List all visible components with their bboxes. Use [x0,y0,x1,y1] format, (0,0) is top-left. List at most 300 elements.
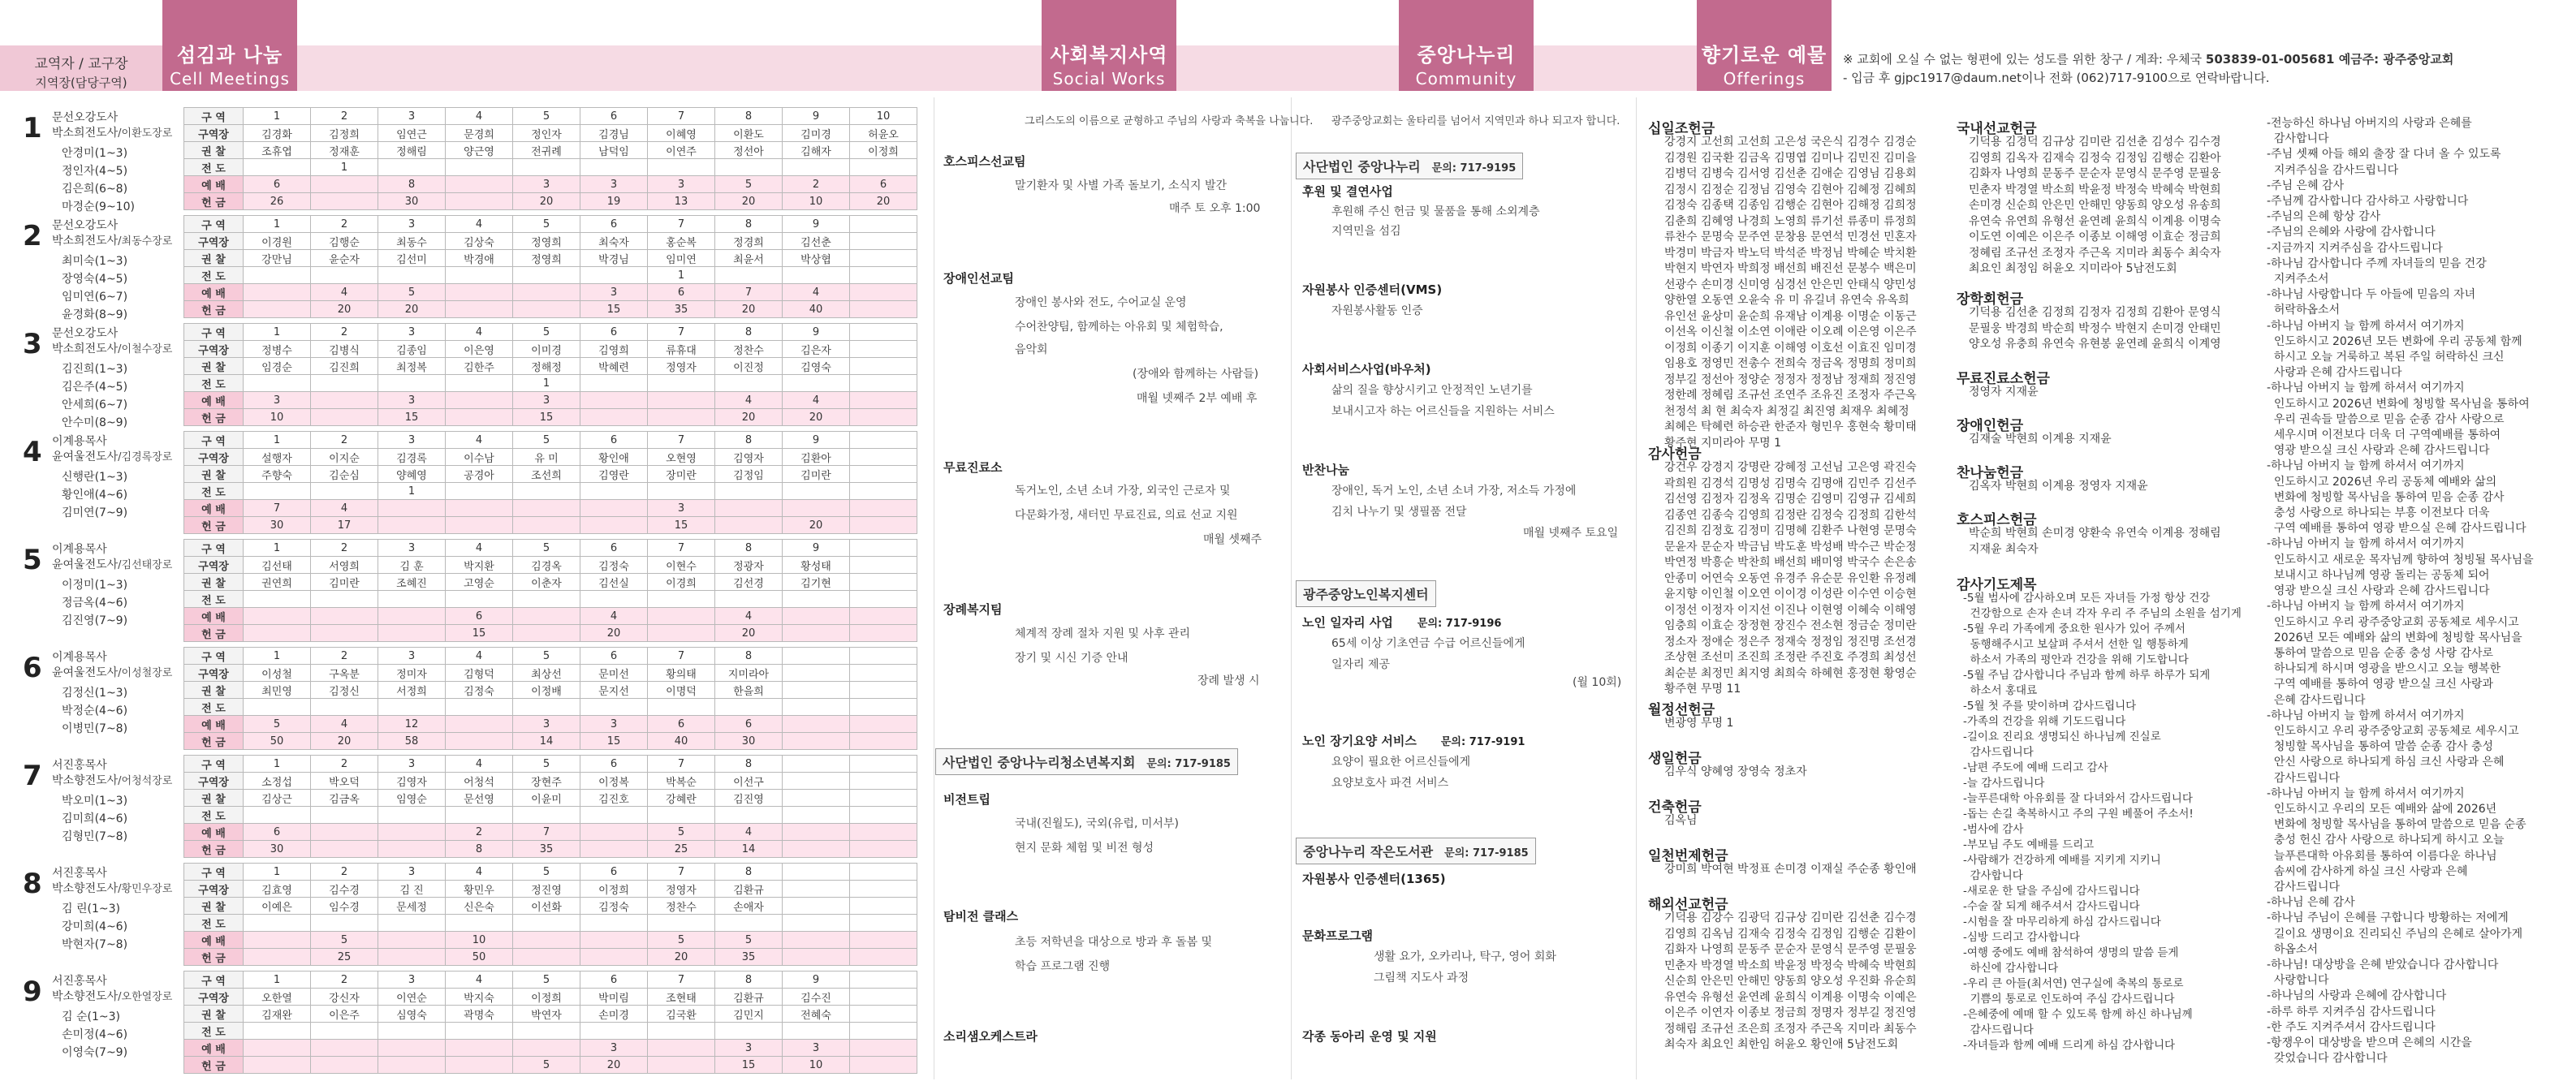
table-row [184,500,917,517]
district-leader: 김미희(4~6) [62,812,128,825]
table-cell: 5 [513,864,580,881]
table-cell: 김한주 [446,358,513,375]
table-cell: 8 [715,108,783,125]
table-cell [311,392,378,409]
group-pastors: 서진홍목사 박소향전도사 [52,867,119,895]
district-leader: 윤경화(8~9) [62,308,128,321]
table-cell: 2 [311,540,378,557]
table-cell [244,699,311,716]
table-cell: 5 [513,756,580,773]
row-label: 구역장 [184,341,244,358]
disabled-team-time: 매월 넷째주 2부 예배 후 [1137,392,1258,405]
table-cell [446,699,513,716]
row-label: 헌 금 [184,841,244,858]
table-row [184,341,917,358]
table-cell: 15 [580,301,648,318]
table-cell: 이수남 [446,449,513,466]
district-leaders-list [62,576,127,630]
table-cell [715,591,783,608]
table-cell: 이현수 [648,557,715,574]
table-cell: 김상숙 [446,233,513,250]
table-row [184,1023,917,1040]
table-cell: 3 [580,176,648,193]
table-cell: 7 [648,864,715,881]
district-leader: 박현자(7~8) [62,938,128,951]
notice-line2: - 입금 후 gjpc1917@daum.net이나 전화 (062)717-9100으로 연락바랍니다. [1843,71,2270,85]
prayer-item: 감사드립니다 [1963,746,2034,759]
table-cell: 4 [783,392,850,409]
row-label: 구 역 [184,864,244,881]
district-leader: 박정순(4~6) [62,704,128,717]
row-label: 전 도 [184,159,244,176]
free-clinic-title: 무료진료소 [943,460,1003,475]
table-cell [783,864,850,881]
district-leaders-list [62,468,127,522]
prayer-note: 갖었습니다 감사합니다 [2267,1052,2388,1066]
table-cell [648,409,715,426]
group-elder: /최동수장로 [118,235,173,248]
table-cell [580,483,648,500]
table-cell [378,824,446,841]
table-cell [850,409,917,426]
table-cell: 박경님 [580,250,648,267]
table-cell: 6 [580,648,648,665]
table-cell: 8 [715,972,783,989]
district-leader: 김정신(1~3) [62,687,128,700]
table-cell [850,267,917,284]
table-cell: 3 [378,324,446,341]
table-cell [850,358,917,375]
table-cell [446,915,513,932]
table-cell: 김병식 [311,341,378,358]
row-label: 예 배 [184,176,244,193]
table-cell: 곽명숙 [446,1006,513,1023]
table-cell [378,500,446,517]
table-cell [513,1023,580,1040]
vms-line1: 자원봉사활동 인증 [1331,304,1423,317]
table-cell [513,267,580,284]
table-cell [783,648,850,665]
table-cell: 8 [715,540,783,557]
cell-group [6,321,969,438]
table-cell [513,301,580,318]
table-row [184,432,917,449]
table-cell: 6 [850,176,917,193]
side-dish-time: 매월 넷째주 토요일 [1523,527,1619,540]
table-cell [850,375,917,392]
table-cell: 이명덕 [648,682,715,699]
table-cell: 이선화 [513,898,580,915]
group-pastors: 이계용목사 윤여울전도사 [52,651,119,679]
table-cell: 26 [244,193,311,210]
thanks-offering-names: 강건우 강경지 강명란 강혜정 고선님 고은영 곽진숙 곽희원 김경석 김명성 김명숙 김명애 김민주 김선주 김선영 김정자 김정옥 김명순 김영미 김영규 김세희 김종연 김종숙 김영희 김정란 김정숙 김정희 김한석 김진희 김정호 김정미 김명혜 김환주 나현영 문명숙 문윤자 문순자 박금님 박도훈 박성배 박수근 박순정 박연정 박흥순 박찬희 배선희 배미영 박국수 손은송 안종미 어연숙 오동연 유경주 유순문 유인환 유정례 윤지향 이인철 이오연 이이경 이성란 이수연 이승현 이정선 이정자 이지선 이진나 이현영 이혜숙 이해영 임충희 이효순 장정현 장진수 전소현 정금순 정미란 정소자 정애순 정은주 정재숙 정정임 정진명 조선경 조상현 조선미 조진희 조정란 주진호 주경희 최성선 최순분 최정민 최지영 최희숙 하혜현 홍정현 황영순 황주현 무명 11 [1664,461,1917,696]
longterm-care-title [1302,732,1525,749]
table-cell: 4 [446,324,513,341]
row-label: 헌 금 [184,301,244,318]
table-cell: 15 [580,733,648,750]
table-cell [850,233,917,250]
table-cell [513,500,580,517]
offerings-title-en: Offerings [1723,69,1806,88]
hospice-team-desc: 말기환자 및 사별 가족 돌보기, 소식지 발간 [1015,179,1228,192]
table-cell [580,500,648,517]
table-cell [513,159,580,176]
table-cell: 5 [715,932,783,949]
table-cell: 강신자 [311,989,378,1006]
table-cell: 이정희 [513,989,580,1006]
prayer-notes-list [2267,116,2571,1066]
table-row [184,483,917,500]
culture-program-line1: 생활 요가, 오카리나, 탁구, 영어 회화 [1374,950,1556,963]
table-cell: 10 [850,108,917,125]
disabled-offering-names: 김재술 박현희 이계용 지재윤 [1969,433,2112,446]
cell-report-table [183,323,917,426]
row-label: 구역장 [184,557,244,574]
table-cell [783,881,850,898]
table-cell: 4 [311,716,378,733]
page-header [0,0,2576,108]
prayer-item: -늘 감사드립니다 [1963,777,2045,790]
district-leader: 김 린(1~3) [62,903,120,916]
table-cell: 1 [311,159,378,176]
table-cell: 박오덕 [311,773,378,790]
table-cell: 정인자 [513,125,580,142]
table-cell [850,540,917,557]
prayer-note: -하나님의 사랑과 은혜에 감사합니다 [2267,989,2447,1003]
table-cell: 3 [378,108,446,125]
prayer-note: 지켜주소서 [2267,273,2329,287]
table-cell: 양혜영 [378,466,446,483]
table-cell [783,790,850,807]
table-cell [513,625,580,642]
table-cell: 1 [244,540,311,557]
table-cell [244,1040,311,1057]
hospice-team-time: 매주 토 오후 1:00 [1169,202,1261,215]
row-label: 전 도 [184,483,244,500]
table-cell [446,375,513,392]
table-cell: 김진호 [580,790,648,807]
table-cell: 류휴대 [648,341,715,358]
table-cell [513,932,580,949]
disabled-team-line1: 장애인 봉사와 전도, 수어교실 운영 [1015,296,1187,309]
table-cell: 이정희 [580,881,648,898]
table-cell [446,716,513,733]
table-cell: 7 [648,108,715,125]
table-cell: 15 [446,625,513,642]
table-cell: 2 [311,756,378,773]
row-label: 예 배 [184,932,244,949]
table-cell: 7 [648,216,715,233]
table-cell [446,284,513,301]
table-cell: 김금옥 [311,790,378,807]
table-cell [850,324,917,341]
table-cell [850,159,917,176]
prayer-note: 사랑합니다 [2267,974,2329,988]
table-cell [513,591,580,608]
table-cell: 20 [715,409,783,426]
table-cell: 정재훈 [311,142,378,159]
district-leader: 김 순(1~3) [62,1010,120,1023]
prayer-note: 인도하시고 우리 광주중앙교회 공동체로 세우시고 [2267,615,2519,629]
notice-account: 503839-01-005681 예금주: 광주중앙교회 [2205,52,2454,67]
prayer-item: -자녀들과 함께 예배 드리게 하심 감사합니다 [1963,1039,2176,1052]
offerings-title-ko: 향기로운 예물 [1701,44,1827,67]
table-cell [850,284,917,301]
club-support-title: 각종 동아리 운영 및 지원 [1302,1029,1437,1044]
table-cell: 5 [513,108,580,125]
table-cell: 신은숙 [446,898,513,915]
table-cell [378,625,446,642]
table-cell: 이선구 [715,773,783,790]
prayer-note: 솜씨에 감사하게 하실 크신 사랑과 은혜 [2267,864,2468,878]
table-row [184,392,917,409]
group-leaders [52,218,172,249]
table-cell: 50 [244,733,311,750]
building-offering-title: 건축헌금 [1648,799,1702,816]
prayer-note: 통하여 말씀으로 믿음 순종 충성 사랑 감사로 [2267,646,2494,660]
table-cell: 7 [244,500,311,517]
table-cell [648,392,715,409]
table-cell: 황인애 [580,449,648,466]
prayer-note: 허락하옵소서 [2267,304,2341,317]
prayer-note: 영광 받으실 크신 사랑과 은혜 감사드립니다 [2267,444,2490,458]
prayer-note: 은혜 감사드립니다 [2267,693,2366,707]
table-cell [580,375,648,392]
culture-program-line2: 그림책 지도사 과정 [1374,972,1469,984]
table-cell: 20 [783,409,850,426]
table-cell [244,591,311,608]
row-label: 권 찰 [184,898,244,915]
nanuri-title: 사단법인 중앙나누리 [1303,159,1421,174]
table-cell: 20 [311,733,378,750]
side-dish-line2: 김치 나누기 및 생필품 전달 [1331,506,1467,519]
district-leaders-list [62,1008,127,1062]
table-cell: 이지순 [311,449,378,466]
table-cell: 6 [446,608,513,625]
table-cell: 3 [513,176,580,193]
table-cell: 강만님 [244,250,311,267]
table-row [184,216,917,233]
row-label: 예 배 [184,284,244,301]
table-cell [850,864,917,881]
table-cell: 20 [783,517,850,534]
prayer-item: -범사에 감사 [1963,823,2024,836]
table-cell [850,1023,917,1040]
district-leader: 신행란(1~3) [62,471,128,484]
table-cell: 3 [715,1040,783,1057]
prayer-item: 하신에 감사합니다 [1963,962,2059,975]
thousand-offering-title: 일천번제헌금 [1648,848,1728,864]
table-cell: 김정숙 [580,557,648,574]
monthly-offering-names: 변광영 무명 1 [1664,717,1734,730]
district-leader: 최미숙(1~3) [62,255,128,268]
table-cell [783,1023,850,1040]
table-cell: 오현영 [648,449,715,466]
table-cell [580,807,648,824]
donation-notice [1843,50,2453,88]
table-cell [311,176,378,193]
social-works-title-en: Social Works [1052,69,1166,88]
table-cell [850,824,917,841]
table-cell [850,972,917,989]
table-cell: 6 [580,432,648,449]
table-cell: 정영자 [648,881,715,898]
table-cell: 7 [648,324,715,341]
funeral-team-title: 장례복지팀 [943,602,1003,617]
prayer-note: 감사드립니다 [2267,771,2341,785]
table-cell [648,699,715,716]
row-label: 권 찰 [184,790,244,807]
table-cell [715,375,783,392]
table-cell [580,949,648,966]
table-cell: 강혜란 [648,790,715,807]
longterm-care-tel: 문의: 717-9191 [1440,736,1525,748]
table-cell: 김영희 [580,341,648,358]
vision-trip-title: 비전트립 [943,792,990,807]
table-row [184,176,917,193]
row-label: 구역장 [184,449,244,466]
table-row [184,358,917,375]
table-cell: 30 [244,841,311,858]
table-cell: 이진정 [715,358,783,375]
table-cell [580,517,648,534]
senior-jobs-line1: 65세 이상 기초연금 수급 어르신들에게 [1331,637,1525,650]
social-works-tab [1042,0,1176,91]
group-number: 3 [23,328,42,360]
table-cell: 김선태 [244,557,311,574]
prayer-item: -5월 첫 주를 맞이하며 감사드립니다 [1963,700,2137,713]
table-cell: 2 [311,432,378,449]
senior-center-heading: 광주중앙노인복지센터 [1296,580,1436,607]
row-label: 헌 금 [184,1057,244,1074]
table-cell: 5 [715,176,783,193]
table-cell: 8 [715,648,783,665]
table-cell [850,716,917,733]
table-cell: 공경아 [446,466,513,483]
table-row [184,733,917,750]
prayer-note: -주님께 감사합니다 감사하고 사랑합니다 [2267,195,2469,209]
group-number: 6 [23,652,42,684]
table-cell: 손애자 [715,898,783,915]
table-cell: 소정섭 [244,773,311,790]
district-leader: 이영숙(7~9) [62,1046,128,1059]
table-cell: 5 [513,216,580,233]
table-cell: 9 [783,216,850,233]
table-cell [715,483,783,500]
table-cell: 20 [311,301,378,318]
table-cell: 12 [378,716,446,733]
table-cell: 4 [311,500,378,517]
table-cell: 7 [648,756,715,773]
table-cell: 6 [580,972,648,989]
table-cell: 임영순 [378,790,446,807]
table-cell: 김정임 [715,466,783,483]
table-cell [446,483,513,500]
prayer-note: 변화에 청빙할 목사님을 통하여 믿음 순종 감사 [2267,490,2505,504]
group-pastors: 문선오강도사 박소희전도사 [52,219,119,248]
table-cell: 14 [715,841,783,858]
table-cell: 이성철 [244,665,311,682]
table-cell: 5 [244,716,311,733]
district-leaders-list [62,684,127,738]
table-cell: 3 [378,864,446,881]
table-cell [850,500,917,517]
row-label: 전 도 [184,375,244,392]
table-cell: 6 [648,716,715,733]
table-cell: 황의태 [648,665,715,682]
table-row [184,665,917,682]
cell-report-table [183,215,917,318]
library-title: 중앙나누리 작은도서관 [1303,844,1434,860]
table-cell [311,193,378,210]
table-cell: 8 [715,324,783,341]
table-cell: 3 [513,716,580,733]
table-cell: 김환규 [715,989,783,1006]
table-cell: 정선아 [715,142,783,159]
table-row [184,449,917,466]
table-row [184,517,917,534]
table-cell [446,409,513,426]
prayer-note: -하나님 아버지 늘 함께 하셔서 여기까지 [2267,709,2465,722]
prayer-item: 감사합니다 [1963,869,2023,882]
table-cell: 2 [311,864,378,881]
row-label: 헌 금 [184,949,244,966]
table-cell: 주향숙 [244,466,311,483]
row-label: 구 역 [184,216,244,233]
table-cell: 3 [378,432,446,449]
table-cell [850,790,917,807]
table-cell [378,159,446,176]
table-cell: 김재완 [244,1006,311,1023]
table-cell [850,483,917,500]
row-label: 전 도 [184,1023,244,1040]
role-heading-title: 교역자 / 교구장 [34,56,128,72]
table-cell: 이은주 [311,1006,378,1023]
table-cell [648,1023,715,1040]
table-cell: 4 [311,284,378,301]
table-cell [244,1023,311,1040]
table-cell [648,1057,715,1074]
table-cell [580,267,648,284]
table-cell [244,932,311,949]
table-cell: 정영희 [513,233,580,250]
table-cell: 김경님 [580,125,648,142]
role-heading [0,45,162,91]
prayer-item: -늘푸른대학 아유회를 잘 다녀와서 감사드립니다 [1963,792,2193,805]
table-cell [580,159,648,176]
table-cell [311,807,378,824]
table-cell: 4 [715,608,783,625]
prayer-note: -하나님 주님이 은혜를 구합니다 방황하는 저에게 [2267,911,2509,925]
table-cell [378,949,446,966]
prayer-note: -하나님 아버지 늘 함께 하셔서 여기까지 [2267,459,2465,473]
table-cell [715,699,783,716]
table-cell [311,841,378,858]
table-cell: 2 [311,972,378,989]
table-cell [850,756,917,773]
table-cell [446,1023,513,1040]
table-row [184,716,917,733]
prayer-note: 인도하시고 새로운 목자님께 향하여 청빙될 목사님을 [2267,553,2534,567]
table-cell [783,375,850,392]
sidedish-offering-title: 찬나눔헌금 [1957,465,2024,481]
table-cell: 5 [513,972,580,989]
divider [1636,97,1637,1079]
table-cell: 2 [311,216,378,233]
row-label: 예 배 [184,824,244,841]
table-cell [783,733,850,750]
table-cell [446,1040,513,1057]
